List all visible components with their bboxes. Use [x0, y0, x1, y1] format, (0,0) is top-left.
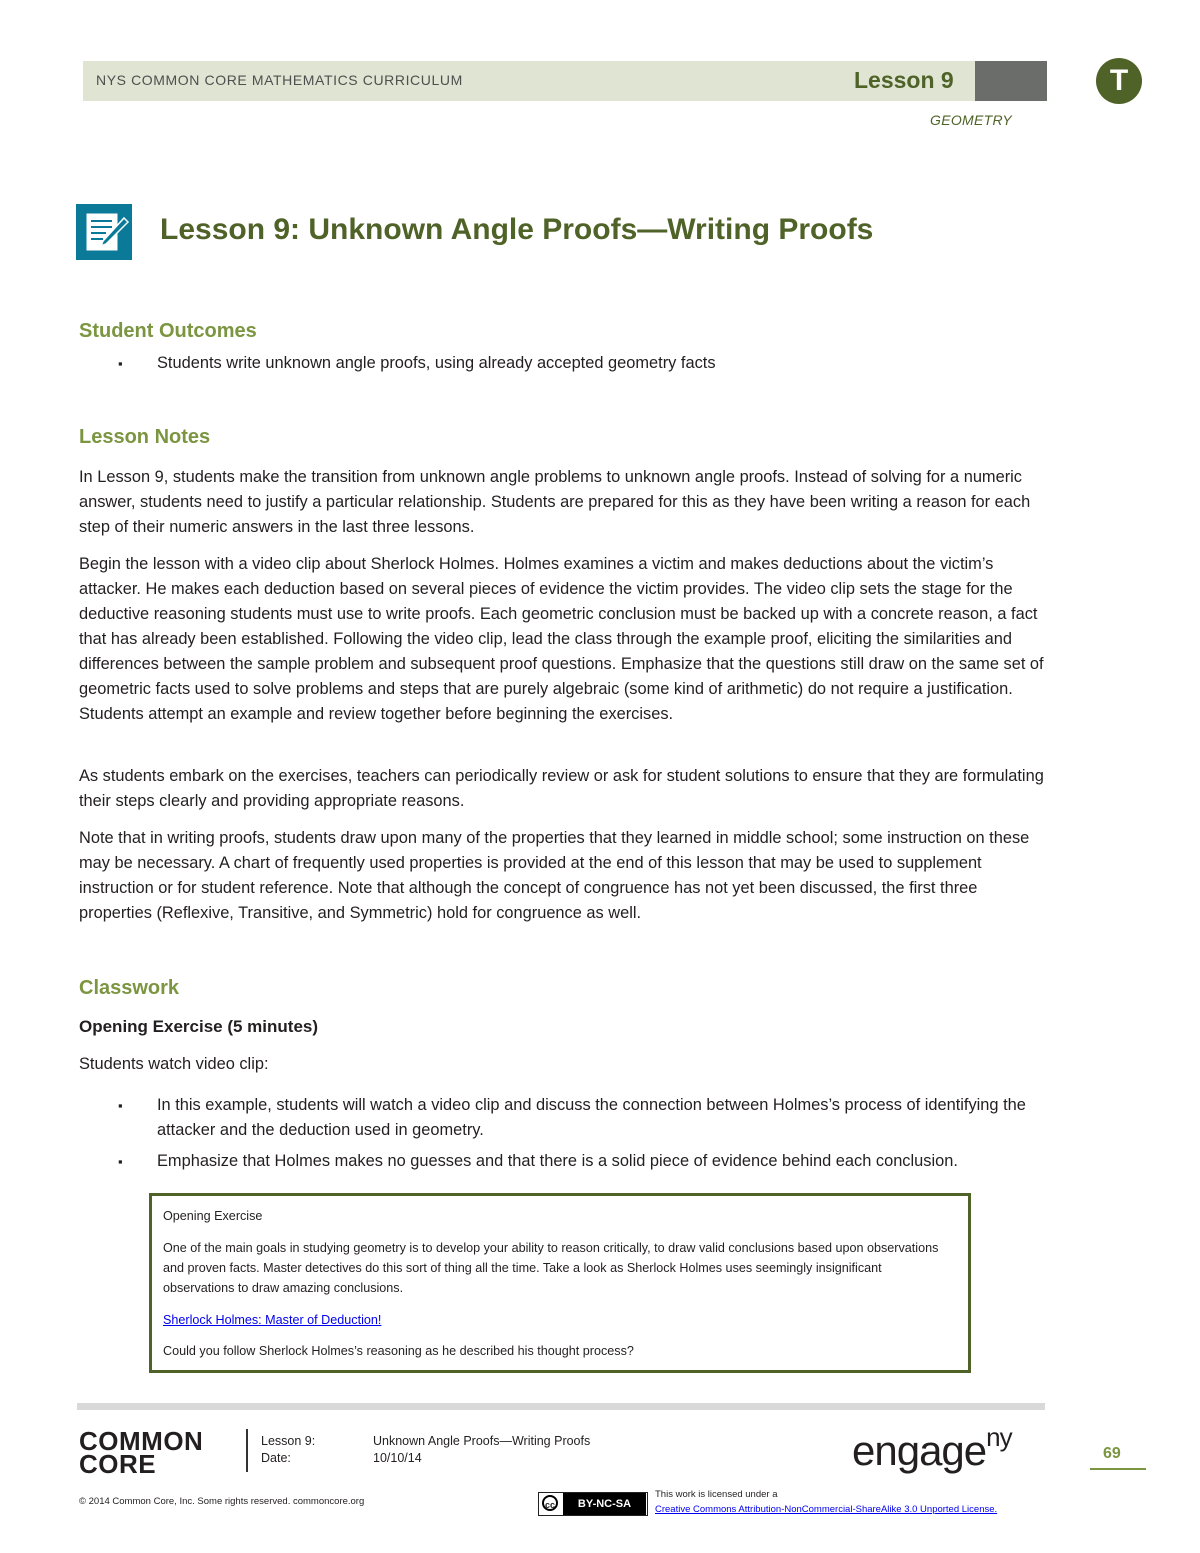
curriculum-label: NYS COMMON CORE MATHEMATICS CURRICULUM — [96, 72, 463, 88]
student-outcomes-heading: Student Outcomes — [79, 320, 257, 342]
footer-date-value: 10/10/14 — [373, 1451, 422, 1465]
cc-icon: cc — [542, 1495, 558, 1511]
lesson-notes-heading: Lesson Notes — [79, 426, 211, 448]
page-number-underline — [1090, 1468, 1146, 1470]
classwork-intro: Students watch video clip: — [79, 1055, 269, 1073]
exercise-link-row — [163, 1310, 953, 1330]
lesson-notes-paragraph: Note that in writing proofs, students draw upon many of the properties that they learned in middle school; some instruction on these may be necessary. A chart of frequently used properties is provided at the end of this lesson that may be used to supplement instruction or for student reference. Note that although the concept of congruence has not yet been discussed, the first three properties (Reflexive, Transitive, and Symmetric) hold for congruence as well. — [79, 829, 1030, 922]
engage-text: engage — [852, 1427, 987, 1474]
footer-lesson-value: Unknown Angle Proofs—Writing Proofs — [373, 1434, 591, 1448]
footer-divider — [246, 1429, 248, 1472]
lesson-notes-paragraph: Begin the lesson with a video clip about Sherlock Holmes. Holmes examines a victim and makes deductions about the victim’s attacker. He makes each deduction based on several pieces of evidence the victim provides. The video clip sets the stage for the deductive reasoning students must use to write proofs. Each geometric conclusion must be backed up with a concrete reason, a fact that has already been established. Following the video clip, lead the class through the example proof, eliciting the similarities and differences between the sample problem and subsequent proof questions. Emphasize that the questions still draw on the same set of geometric facts used to solve problems and steps that are purely algebraic (some kind of arithmetic) do not require a justification. Students attempt an example and review together before beginning the exercises. — [79, 555, 1044, 723]
exercise-box-title: Opening Exercise — [163, 1209, 263, 1223]
lesson-notes-paragraph: As students embark on the exercises, teachers can periodically review or ask for student solutions to ensure that they are formulating their steps clearly and providing appropriate reasons. — [79, 767, 1044, 810]
ny-text: ny — [986, 1422, 1012, 1452]
footer-lesson-key: Lesson 9: — [261, 1434, 316, 1448]
page-title: Lesson 9: Unknown Angle Proofs—Writing Proofs — [160, 213, 874, 246]
bullet-icon: ▪ — [118, 1154, 123, 1169]
footer-date-key: Date: — [261, 1451, 291, 1465]
bullet-icon: ▪ — [118, 356, 123, 371]
engageny-logo — [852, 1422, 1012, 1475]
lesson-pencil-icon — [76, 204, 132, 260]
cc-license-badge[interactable] — [538, 1492, 648, 1516]
lesson-label: Lesson 9 — [854, 67, 954, 93]
logo-line-2: CORE — [79, 1449, 157, 1479]
bullet-icon: ▪ — [118, 1098, 123, 1113]
exercise-box-body: One of the main goals in studying geometry is to develop your ability to reason critically, to draw valid conclusions based upon observations and proven facts. Master detectives do this sort of thing all the time. Take a look as Sherlock Holmes uses seemingly insignificant observations to draw amazing conclusions. — [163, 1241, 939, 1295]
lesson-notes-paragraph: In Lesson 9, students make the transition from unknown angle problems to unknown angle proofs. Instead of solving for a numeric answer, students need to justify a particular relationship. Students are prepared for this as they have been writing a reason for each step of their numeric answers in the last three lessons. — [79, 468, 1031, 536]
outcome-item: Students write unknown angle proofs, using already accepted geometry facts — [157, 354, 716, 372]
classwork-bullet: Emphasize that Holmes makes no guesses and that there is a solid piece of evidence behind each conclusion. — [157, 1152, 958, 1170]
classwork-bullet: In this example, students will watch a video clip and discuss the connection between Holmes’s process of identifying the attacker and the deduction used in geometry. — [157, 1096, 1026, 1139]
common-core-logo — [79, 1426, 204, 1479]
logo-line-1: COMMON — [79, 1426, 204, 1456]
classwork-heading: Classwork — [79, 977, 180, 999]
cc-license-label: BY-NC-SA — [563, 1493, 646, 1515]
opening-exercise-subheading: Opening Exercise (5 minutes) — [79, 1017, 319, 1036]
license-link[interactable]: Creative Commons Attribution-NonCommercial-ShareAlike 3.0 Unported License. — [655, 1504, 998, 1515]
copyright-text: © 2014 Common Core, Inc. Some rights reserved. commoncore.org — [79, 1496, 365, 1507]
exercise-box-question: Could you follow Sherlock Holmes’s reasoning as he described his thought process? — [163, 1344, 634, 1358]
subject-label: GEOMETRY — [930, 112, 1012, 128]
footer-rule — [77, 1403, 1045, 1410]
sherlock-video-link[interactable]: Sherlock Holmes: Master of Deduction! — [163, 1313, 382, 1327]
teacher-badge-icon: T — [1096, 58, 1142, 104]
page-number: 69 — [1103, 1445, 1121, 1462]
license-intro-text: This work is licensed under a — [655, 1489, 778, 1500]
header-dark-block — [975, 61, 1047, 101]
